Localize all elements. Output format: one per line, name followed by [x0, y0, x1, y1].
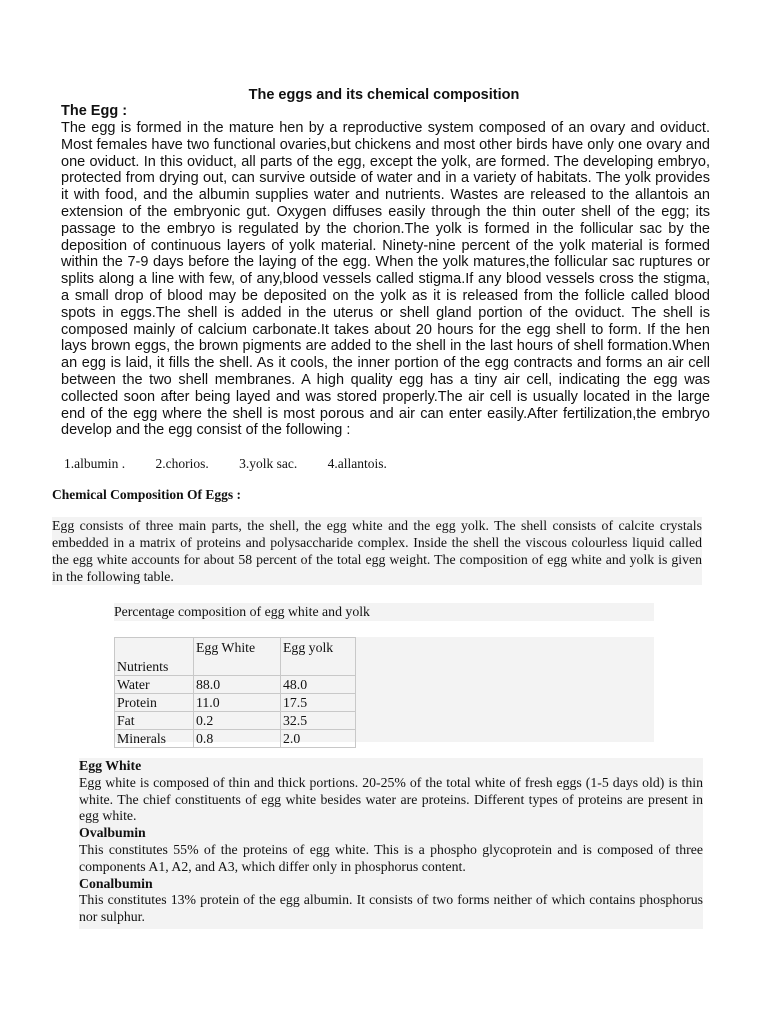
egg-parts-list: [64, 456, 414, 472]
table-cell: 17.5: [281, 694, 356, 712]
note-heading-conalbumin: Conalbumin: [79, 875, 153, 891]
table-cell: 11.0: [194, 694, 281, 712]
list-item: 1.albumin .: [64, 456, 126, 471]
table-cell: Protein: [115, 694, 194, 712]
table-caption: Percentage composition of egg white and yolk: [114, 603, 654, 621]
list-item: 4.allantois.: [327, 456, 387, 471]
composition-table-container: [114, 637, 654, 746]
table-cell: Minerals: [115, 730, 194, 748]
table-cell: 0.8: [194, 730, 281, 748]
egg-paragraph: The egg is formed in the mature hen by a reproductive system composed of an ovary and oviduct. Most females have two functional ovaries,but chickens and most other birds have only one ovary and one oviduct. In this oviduct, all parts of the egg, except the yolk, are formed. The developing embryo, protected from drying out, can survive outside of water and in a variety of habitats. The yolk provides it with food, and the albumin supplies water and nutrients. Wastes are released to the allantois an extension of the embryonic gut. Oxygen diffuses easily through the thin outer shell of the egg; its passage to the embryo is regulated by the chorion.The yolk is formed in the follicular sac by the deposition of continuous layers of yolk material. Ninety-nine percent of the yolk material is formed within the 7-9 days before the laying of the egg. When the yolk matures,the follicular sac ruptures or splits along a line with few, of any,blood vessels called stigma.If any blood vessels cross the stigma, a small drop of blood may be deposited on the yolk as it is released from the follicle called blood spots in eggs.The shell is added in the uterus or shell gland portion of the oviduct. The shell is composed mainly of calcium carbonate.It takes about 20 hours for the egg shell to form. If the hen lays brown eggs, the brown pigments are added to the shell in the last hours of shell formation.When an egg is laid, it fills the shell. As it cools, the inner portion of the egg contracts and forms an air cell between the two shell membranes. A high quality egg has a tiny air cell, indicating the egg was collected soon after being layed and was stored properly.The air cell is usually located in the large end of the egg where the shell is most porous and air can enter easily.After fertilization,the embryo develop and the egg consist of the following :: [61, 120, 710, 439]
notes-section: [79, 758, 703, 929]
note-text-ovalbumin: This constitutes 55% of the proteins of egg white. This is a phospho glycoprotein and is composed of three components A1, A2, and A3, which differ only in phosphorus content.: [79, 841, 703, 874]
chemical-composition-paragraph: Egg consists of three main parts, the shell, the egg white and the egg yolk. The shell consists of calcite crystals embedded in a matrix of proteins and polysaccharide complex. Inside the shell the viscous colourless liquid called the egg white accounts for about 58 percent of the total egg weight. The composition of egg white and yolk is given in the following table.: [52, 518, 702, 584]
table-cell: 48.0: [281, 676, 356, 694]
section-heading-chemical-composition: Chemical Composition Of Eggs :: [52, 487, 241, 502]
table-header-cell: Egg White: [194, 638, 281, 676]
page-title: The eggs and its chemical composition: [248, 87, 520, 103]
table-row: [115, 730, 356, 748]
table-cell: 0.2: [194, 712, 281, 730]
list-item: 3.yolk sac.: [239, 456, 298, 471]
note-heading-egg-white: Egg White: [79, 758, 142, 773]
table-header-row: [115, 638, 356, 676]
table-header-cell: Nutrients: [115, 638, 194, 676]
list-item: 2.chorios.: [155, 456, 209, 471]
note-text-conalbumin: This constitutes 13% protein of the egg albumin. It consists of two forms neither of which contains phosphorus nor sulphur.: [79, 892, 703, 925]
table-cell: Fat: [115, 712, 194, 730]
composition-table: [114, 637, 356, 748]
section-heading-the-egg: The Egg :: [61, 103, 128, 119]
table-cell: Water: [115, 676, 194, 694]
table-header-cell: Egg yolk: [281, 638, 356, 676]
table-row: [115, 694, 356, 712]
table-row: [115, 712, 356, 730]
note-text-egg-white: Egg white is composed of thin and thick portions. 20-25% of the total white of fresh eggs (1-5 days old) is thin white. The chief constituents of egg white besides water are proteins. Different types of proteins are present in egg white.: [79, 774, 703, 824]
note-heading-ovalbumin: Ovalbumin: [79, 825, 146, 841]
table-cell: 88.0: [194, 676, 281, 694]
table-cell: 2.0: [281, 730, 356, 748]
table-row: [115, 676, 356, 694]
table-cell: 32.5: [281, 712, 356, 730]
